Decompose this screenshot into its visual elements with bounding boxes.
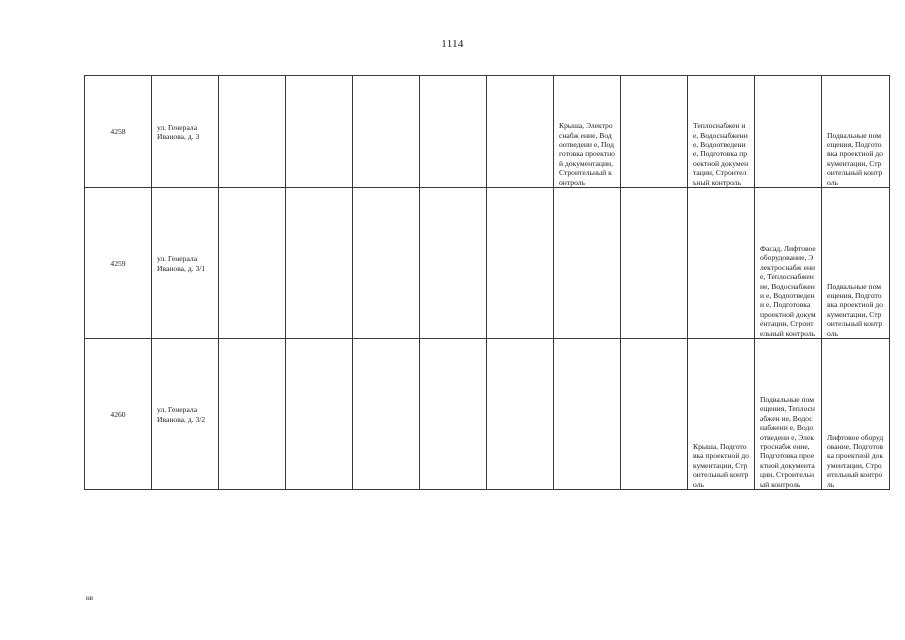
work-list-cell: Крыша, Подготовка проектной документации, Строительный контроль (688, 339, 755, 490)
work-list-cell: Фасад, Лифтовое оборудование, Электроснабж ение, Теплоснабжен ие, Водоснабжени е, Водоотведени е, Подготовка проектной документации, Строительный контроль (755, 188, 822, 339)
table-cell (487, 76, 554, 188)
table-cell (487, 188, 554, 339)
table-cell (621, 339, 688, 490)
table-row (85, 76, 890, 188)
repair-schedule-table (84, 75, 890, 490)
row-id: 4258 (85, 76, 152, 188)
page-number: 1114 (441, 38, 464, 50)
address-cell: ул. Генерала Иванова, д. 3/1 (152, 188, 219, 339)
table-cell (621, 188, 688, 339)
table-cell (688, 188, 755, 339)
table-cell (554, 188, 621, 339)
table-cell (554, 339, 621, 490)
table-cell (420, 339, 487, 490)
address-cell: ул. Генерала Иванова, д. 3 (152, 76, 219, 188)
work-list-cell: Теплоснабжен ие, Водоснабжени е, Водоотведени е, Подготовка проектной документации, Строительный контроль (688, 76, 755, 188)
work-list-cell (755, 76, 822, 188)
table-cell (286, 188, 353, 339)
table-cell (286, 76, 353, 188)
corner-mark: нв (86, 594, 94, 602)
table-cell (353, 76, 420, 188)
work-list-cell: Подвальные помещения, Подготовка проектной документации, Строительный контроль (822, 188, 890, 339)
table-cell (353, 188, 420, 339)
row-id: 4259 (85, 188, 152, 339)
work-list-cell: Подвальные помещения, Теплоснабжен ие, Водоснабжени е, Водоотведени е, Электроснабж ение, Подготовка проектной документации, Строительный контроль (755, 339, 822, 490)
table-cell (219, 339, 286, 490)
work-list-cell: Подвальные помещения, Подготовка проектной документации, Строительный контроль (822, 76, 890, 188)
table-row (85, 339, 890, 490)
table-cell (621, 76, 688, 188)
table-cell (286, 339, 353, 490)
table-cell (420, 188, 487, 339)
row-id: 4260 (85, 339, 152, 490)
work-list-cell: Крыша, Электроснабж ение, Водоотведени е, Подготовка проектной документации, Строительный контроль (554, 76, 621, 188)
table-cell (353, 339, 420, 490)
address-cell: ул. Генерала Иванова, д. 3/2 (152, 339, 219, 490)
table-cell (219, 188, 286, 339)
table-row (85, 188, 890, 339)
table-cell (487, 339, 554, 490)
table-cell (219, 76, 286, 188)
table-cell (420, 76, 487, 188)
work-list-cell: Лифтовое оборудование, Подготовка проектной документации, Строительный контроль (822, 339, 890, 490)
